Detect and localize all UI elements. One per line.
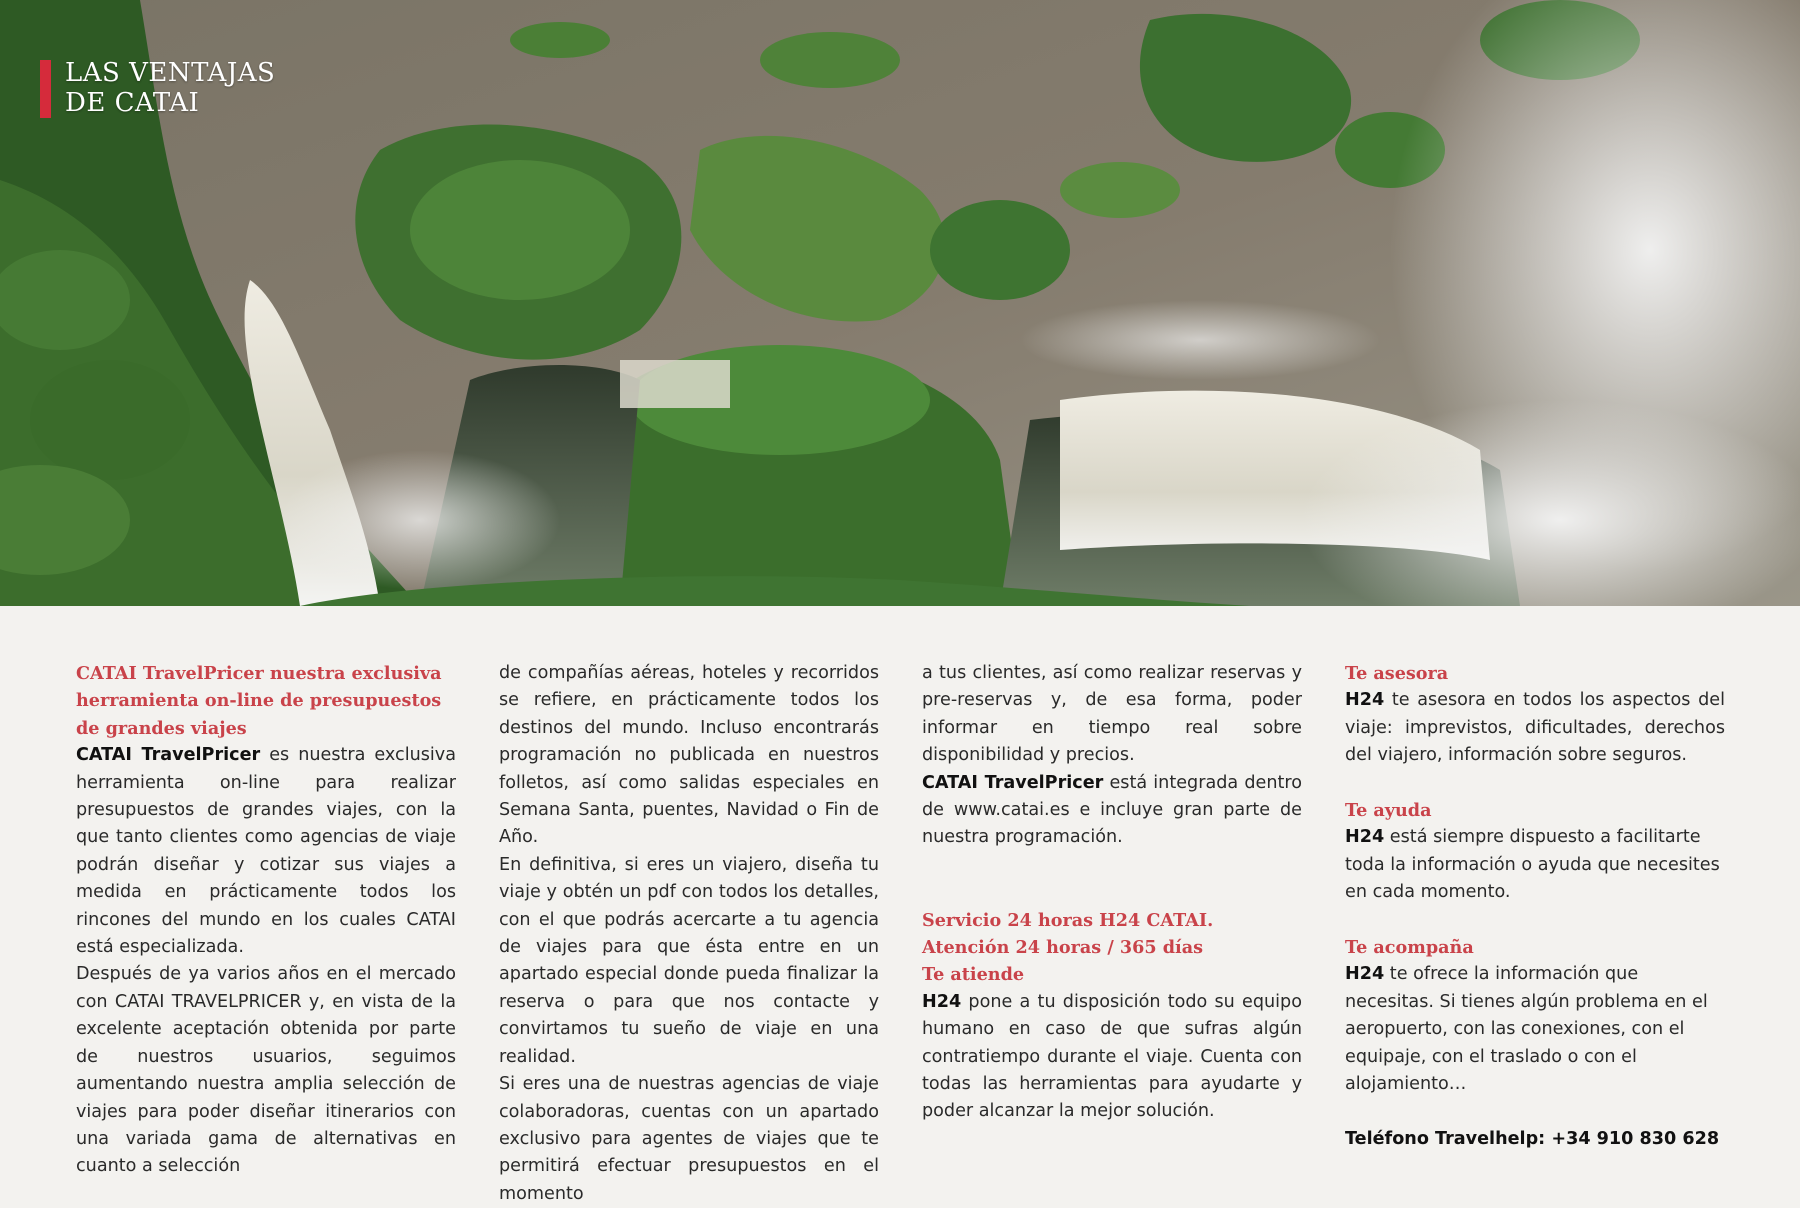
phone-text: Teléfono Travelhelp: +34 910 830 628 (1345, 1128, 1720, 1149)
text-column-2 (499, 660, 879, 1208)
h24-label: H24 (1345, 690, 1385, 711)
paragraph: Si eres una de nuestras agencias de viaje colaboradoras, cuentas con un apartado exclusivo para agentes de viajes que te permitirá efectuar presupuestos en el momento (499, 1074, 879, 1204)
paragraph (1345, 961, 1725, 1098)
text-column-4 (1345, 660, 1725, 1153)
text-column-1 (76, 660, 456, 1181)
travelpricer-heading: CATAI TravelPricer nuestra exclusiva herramienta on-line de presupuestos de grandes viajes (76, 663, 442, 739)
section-accent-bar (40, 60, 51, 118)
paragraph: de compañías aéreas, hoteles y recorridos se refiere, en prácticamente todos los destinos del mundo. Incluso encontrarás programación no publicada en nuestros folletos, así como salidas especiales en Semana Santa, puentes, Navidad o Fin de Año. (499, 663, 879, 848)
h24-service-heading: Servicio 24 horas H24 CATAI. Atención 24 horas / 365 días (922, 909, 1214, 959)
h24-label: H24 (1345, 964, 1385, 985)
paragraph-text: es nuestra exclusiva herramienta on-line para realizar presupuestos de grandes viajes, con la que tanto clientes como agencias de viaje podrán diseñar y cotizar sus viajes a medida en prácticamente todos los rincones del mundo en los cuales CATAI está especializada. (76, 745, 456, 958)
paragraph (1345, 687, 1725, 769)
ayuda-heading: Te ayuda (1345, 800, 1432, 822)
paragraph (76, 742, 456, 961)
paragraph-text: está integrada dentro de www.catai.es e incluye gran parte de nuestra programación. (922, 772, 1302, 848)
section-label (40, 60, 275, 118)
paragraph: En definitiva, si eres un viajero, diseña tu viaje y obtén un pdf con todos los detalles, con el que podrás acercarte a tu agencia de viajes para que ésta entre en un apartado especial donde pueda finalizar la reserva o para que nos contacte y convirtamos tu sueño de viaje en una realidad. (499, 854, 879, 1067)
section-label-line2: DE CATAI (65, 88, 200, 118)
text-column-3 (922, 660, 1302, 1126)
h24-label: H24 (1345, 827, 1385, 848)
acompana-heading: Te acompaña (1345, 937, 1474, 959)
travelhelp-phone (1345, 1126, 1725, 1153)
paragraph-text: pone a tu disposición todo su equipo humano en caso de que sufras algún contratiempo durante el viaje. Cuenta con todas las herramientas para ayudarte y poder alcanzar la mejor solución. (922, 991, 1302, 1122)
paragraph: a tus clientes, así como realizar reservas y pre-reservas y, de esa forma, poder informar en tiempo real sobre disponibilidad y precios. (922, 663, 1302, 766)
paragraph: Después de ya varios años en el mercado con CATAI TRAVELPRICER y, en vista de la excelente aceptación obtenida por parte de nuestros usuarios, seguimos aumentando nuestra amplia selección de viajes para poder diseñar itinerarios con una variada gama de alternativas en cuanto a selección (76, 964, 456, 1177)
paragraph-text: te ofrece la información que necesitas. Si tienes algún problema en el aeropuerto, con las conexiones, con el equipaje, con el traslado o con el alojamiento… (1345, 964, 1708, 1095)
h24-label: H24 (922, 991, 962, 1012)
paragraph (1345, 824, 1725, 906)
asesora-heading: Te asesora (1345, 663, 1449, 684)
paragraph-text: está siempre dispuesto a facilitarte toda la información o ayuda que necesites en cada momento. (1345, 827, 1720, 903)
paragraph (922, 770, 1302, 852)
brand-name: CATAI TravelPricer (922, 772, 1104, 793)
section-label-line1: LAS VENTAJAS (65, 58, 276, 88)
paragraph-text: te asesora en todos los aspectos del viaje: imprevistos, dificultades, derechos del viajero, información sobre seguros. (1345, 690, 1725, 766)
paragraph (922, 989, 1302, 1126)
h24-subheading: Te atiende (922, 964, 1025, 986)
brand-name: CATAI TravelPricer (76, 745, 261, 766)
